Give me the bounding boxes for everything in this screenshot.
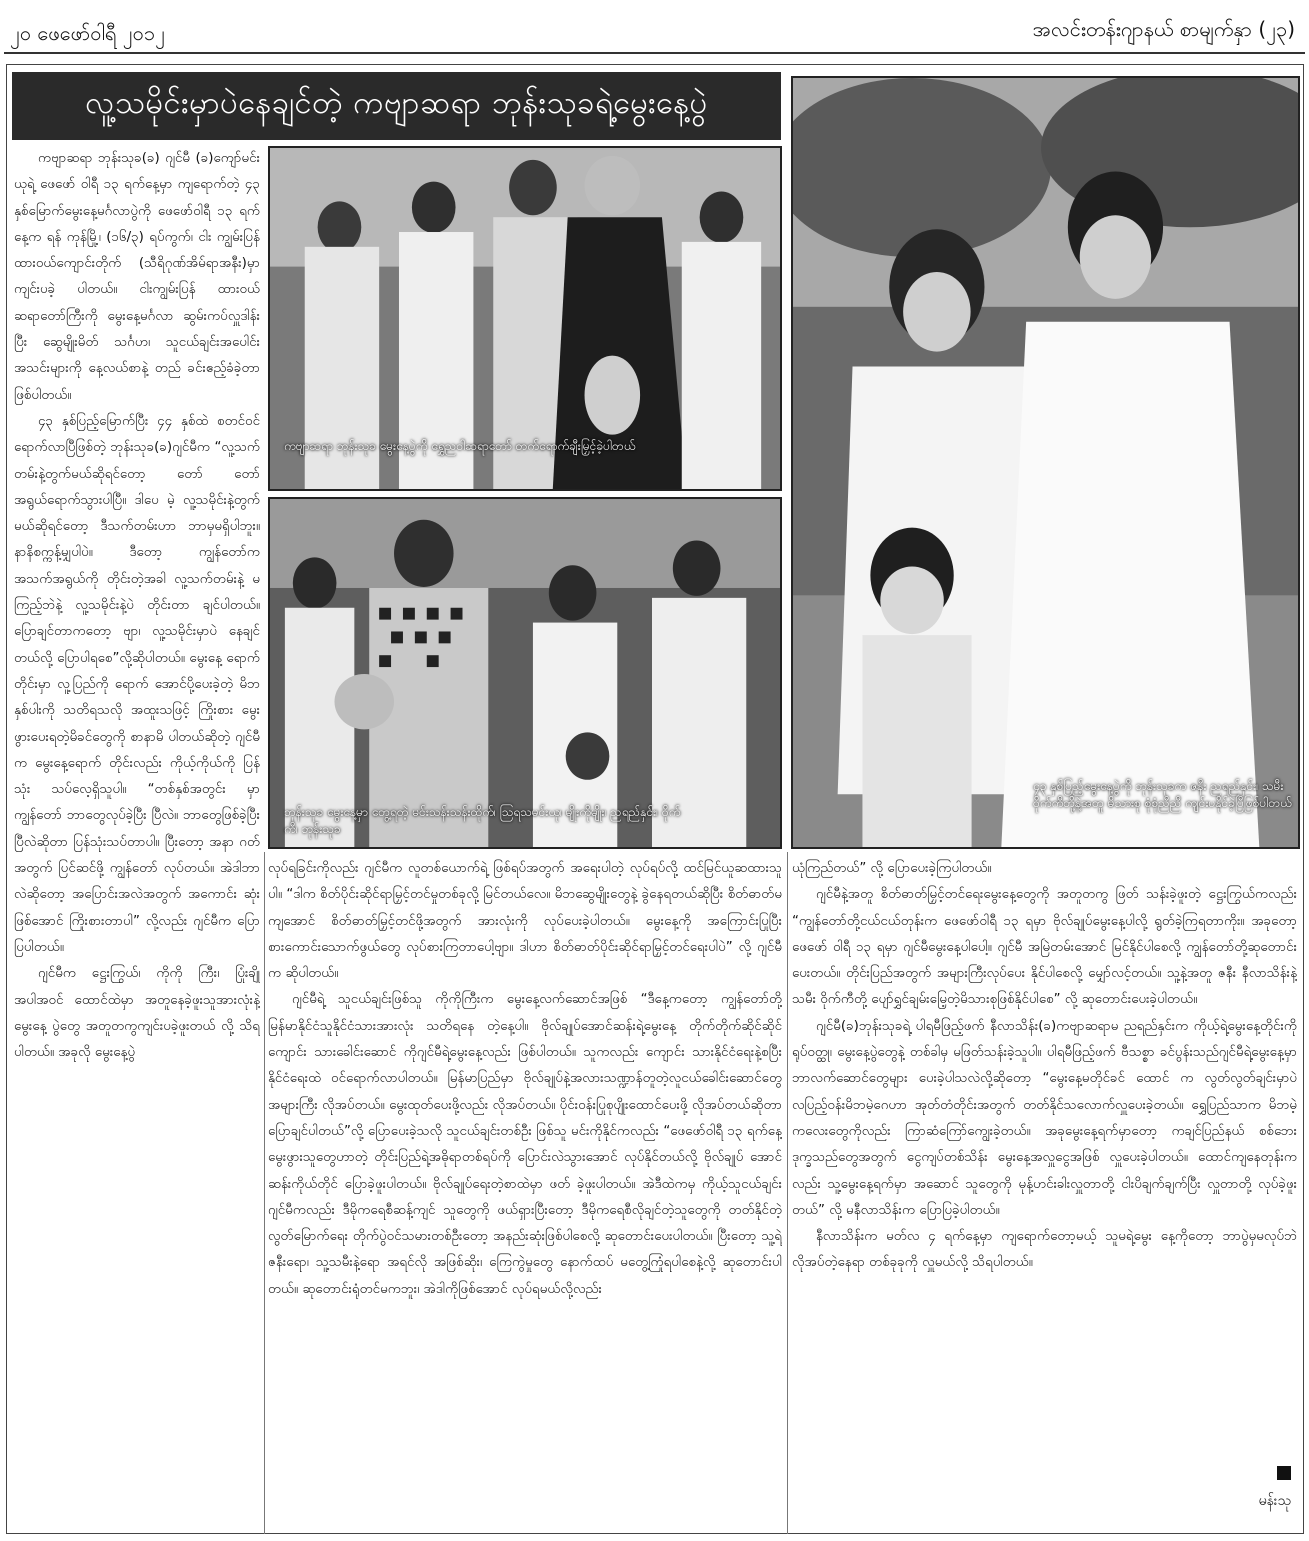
- article-paragraph: ၄၃ နှစ်ပြည့်မြောက်ပြီး ၄၄ နှစ်ထဲ စတင်ဝင်ရောက်လာပြီဖြစ်တဲ့ ဘုန်းသုခ(ခ)ဂျင်မီက “လူ့သက် တမ်းနဲ့တွက်မယ်ဆိုရင်တော့ တော် တော်အရွယ်ရောက်သွားပါပြီ။ ဒါပေ မဲ့ လူ့သမိုင်းနဲ့တွက်မယ်ဆိုရင်တော့ ဒီသက်တမ်းဟာ ဘာမှမရှိပါဘူး။ နာနိစက္ကန့်မျှပါပဲ။ ဒီတော့ ကျွန်တော်က အသက်အရွယ်ကို တိုင်းတဲ့အခါ လူ့သက်တမ်းနဲ့ မကြည့်ဘဲနဲ့ လူ့သမိုင်းနဲ့ပဲ တိုင်းတာ ချင်ပါတယ်။ ပြောချင်တာကတော့ ဗျာ၊ လူ့သမိုင်းမှာပဲ နေချင်တယ်လို့ ပြောပါရစေ”လို့ဆိုပါတယ်။ မွေးနေ့ ရောက်တိုင်းမှာ လူ့ပြည်ကို ရောက် အောင်ပို့ပေးခဲ့တဲ့ မိဘနှစ်ပါးကို သတိရသလို အထူးသဖြင့် ကြိုးစား မွေးဖွားပေးရတဲ့မိခင်တွေကို စာနာမိ ပါတယ်ဆိုတဲ့ ဂျင်မီက မွေးနေ့ရောက် တိုင်းလည်း ကိုယ့်ကိုယ်ကို ပြန်သုံး သပ်လေ့ရှိသူပါ။ “တစ်နှစ်အတွင်း မှာ ကျွန်တော် ဘာတွေလုပ်ခဲ့ပြီး ပြီလဲ။ ဘာတွေဖြစ်ခဲ့ပြီးပြီလဲဆိုတာ ပြန်သုံးသပ်တာပါ။ ပြီးတော့ အနာ ဂတ်အတွက် ပြင်ဆင်ဖို့ ကျွန်တော် လုပ်တယ်။ အဲဒါဘာလဲဆိုတော့ အပြောင်းအလဲအတွက် အကောင်း ဆုံးဖြစ်အောင် ကြိုးစားတာပါ” လို့လည်း ဂျင်မီက ပြောပြပါတယ်။: [14, 413, 260, 955]
- article-paragraph: လုပ်ရခြင်းကိုလည်း ဂျင်မီက လူတစ်ယောက်ရဲ့ ဖြစ်ရပ်အတွက် အရေးပါတဲ့ လုပ်ရပ်လို့ ထင်မြင်ယူဆထားသူပါ။ “ဒါက စိတ်ပိုင်းဆိုင်ရာမြှင့်တင်မှုတစ်ခုလို့ မြင်တယ်လေ။ မိဘဆွေမျိုးတွေနဲ့ ခွဲနေရတယ်ဆိုပြီး စိတ်ဓာတ်မကျအောင် စိတ်ဓာတ်မြှင့်တင်ဖို့အတွက် အားလုံးကို လုပ်ပေးခဲ့ပါတယ်။ မွေးနေ့ကို အကြောင်းပြုပြီး စားကောင်းသောက်ဖွယ်တွေ လုပ်စားကြတာပေါ့ဗျာ။ ဒါဟာ စိတ်ဓာတ်ပိုင်းဆိုင်ရာမြှင့်တင်ရေးပါပဲ” လို့ ဂျင်မီက ဆိုပါတယ်။: [268, 861, 782, 982]
- photo-family-caption: ၄၃ နှစ်ပြည့်မွေးနေ့ပွဲကို ဘုန်းသုခက ဇနီး ညရည်နှင်း၊ သမီး ဝိုက်ကီတို့နဲ့အတူ မိသားစု စုံစုံညီညီ ကျင်းပနိုင်ခဲ့ပြီဖြစ်ပါတယ်: [1033, 779, 1292, 810]
- article-byline: မန်းသု: [1258, 1493, 1291, 1509]
- article-paragraph: ကဗျာဆရာ ဘုန်းသုခ(ခ) ဂျင်မီ (ခ)ကျော်မင်းယုရဲ့ ဖေဖော် ဝါရီ ၁၃ ရက်နေ့မှာ ကျရောက်တဲ့ ၄၃ နှစ်မြောက်မွေးနေ့မင်္ဂလာပွဲကို ဖေဖော်ဝါရီ ၁၃ ရက်နေ့က ရန် ကုန်မြို့၊ (၁၆/၃) ရပ်ကွက်၊ ငါး ကျွမ်းပြန် ထားဝယ်ကျောင်းတိုက် (သီရိဂုဏ်အိမ်ရာအနီး)မှာ ကျင်းပခဲ့ ပါတယ်။ ငါးကျွမ်းပြန် ထားဝယ် ဆရာတော်ကြီးကို မွေးနေ့မင်္ဂလာ ဆွမ်းကပ်လှူဒါန်းပြီး ဆွေမျိုးမိတ် သင်္ဂဟ၊ သူငယ်ချင်းအပေါင်း အသင်းများကို နေ့လယ်စာနဲ့ တည် ခင်းဧည့်ခံခဲ့တာ ဖြစ်ပါတယ်။: [14, 151, 260, 403]
- header-date: ၂၀ ဖေဖော်ဝါရီ ၂၀၁၂: [10, 21, 165, 45]
- page-header: [0, 0, 1309, 62]
- photo-friends-group-image: [270, 499, 780, 847]
- article-paragraph: ဂျင်မီက ဋ္ဌေးကြွယ်၊ ကိုကို ကြီး၊ ပြုံးချိုအပါအဝင် ထောင်ထဲမှာ အတူနေခဲ့ဖူးသူအားလုံးနဲ့ မွေးနေ့ ပွဲတွေ အတူတကွကျင်းပခဲ့ဖူးတယ် လို့ သိရပါတယ်။ အခုလို မွေးနေ့ပွဲ: [14, 966, 260, 1061]
- article-end-mark: [1277, 1466, 1291, 1480]
- column-divider: [264, 852, 265, 1534]
- article-paragraph: ဂျင်မီ(ခ)ဘုန်းသုခရဲ့ ပါရမီဖြည့်ဖက် နီလာသိန်း(ခ)ကဗျာဆရာမ ညရည်နှင်းက ကိုယ့်ရဲ့မွေးနေ့တိုင်းကို ရုပ်ဝတ္ထု၊ မွေးနေ့ပွဲတွေနဲ့ တစ်ခါမှ မဖြတ်သန်းခဲ့သူပါ။ ပါရမီဖြည့်ဖက် ဗီသစ္စာ ခင်ပွန်းသည်ဂျင်မီရဲ့မွေးနေ့မှာ ဘာလက်ဆောင်တွေများ ပေးခဲ့ပါသလဲလို့ဆိုတော့ “မွေးနေ့မတိုင်ခင် ထောင် က လွတ်လွတ်ချင်းမှာပဲ လပြည့်ဝန်းမိဘမဲ့ဂေဟာ အုတ်တံတိုင်းအတွက် တတ်နိုင်သလောက်လှူပေးခဲ့တယ်။ ရွှေပြည်သာက မိဘမဲ့ကလေးတွေကိုလည်း ကြာဆံကြော်ကျွေးခဲ့တယ်။ အခုမွေးနေ့ရက်မှာတော့ ကချင်ပြည်နယ် စစ်ဘေးဒုက္ခသည်တွေအတွက် ငွေကျပ်တစ်သိန်း မွေးနေ့အလှူငွေအဖြစ် လှူပေးခဲ့ပါတယ်။ ထောင်ကျနေတုန်းကလည်း သူ့မွေးနေ့ရက်မှာ အဆောင် သူတွေကို မုန့်ဟင်းခါးလှူတာတို့ ငါးပိချက်ချက်ပြီး လှူတာတို့ လုပ်ခဲ့ဖူး တယ်” လို့ မနီလာသိန်းက ပြောပြခဲ့ပါတယ်။: [792, 1018, 1297, 1218]
- article-paragraph: ဂျင်မီရဲ့ သူငယ်ချင်းဖြစ်သူ ကိုကိုကြီးက မွေးနေ့လက်ဆောင်အဖြစ် “ဒီနေ့ကတော့ ကျွန်တော်တို့ မြန်မာနိုင်ငံသူနိုင်ငံသားအားလုံး သတိရနေ တဲ့နေ့ပါ။ ဗိုလ်ချုပ်အောင်ဆန်းရဲ့မွေးနေ့ တိုက်တိုက်ဆိုင်ဆိုင် ကျောင်း သားခေါင်းဆောင် ကိုဂျင်မီရဲ့မွေးနေ့လည်း ဖြစ်ပါတယ်။ သူကလည်း ကျောင်း သားနိုင်ငံရေးနဲ့စပြီး နိုင်ငံရေးထဲ ဝင်ရောက်လာပါတယ်။ မြန်မာပြည်မှာ ဗိုလ်ချုပ်နဲ့အလားသဏ္ဍာန်တူတဲ့လူငယ်ခေါင်းဆောင်တွေ အများကြီး လိုအပ်တယ်။ မွေးထုတ်ပေးဖို့လည်း လိုအပ်တယ်။ ပိုင်းဝန်းပြုစုပျိုးထောင်ပေးဖို့ လိုအပ်တယ်ဆိုတာ ပြောချင်ပါတယ်”လို့ ပြောပေးခဲ့သလို သူငယ်ချင်းတစ်ဦး ဖြစ်သူ မင်းကိုနိုင်ကလည်း “ဖေဖော်ဝါရီ ၁၃ ရက်နေ့ မွေးဖွားသူတွေဟာတဲ့ တိုင်းပြည်ရဲ့အဓိုရာတစ်ရပ်ကို ပြောင်းလဲသွားအောင် လုပ်နိုင်တယ်လို့ ဗိုလ်ချုပ် အောင်ဆန်းကိုယ်တိုင် ပြောခဲ့ဖူးပါတယ်။ ဗိုလ်ချုပ်ရေးတဲ့စာထဲမှာ ဖတ် ခဲ့ဖူးပါတယ်။ အဲဒီထဲကမှ ကိုယ့်သူငယ်ချင်းဂျင်မီကလည်း ဒီမိုကရေစီဆန့်ကျင် သူတွေကို ဖယ်ရှားပြီးတော့ ဒီမိုကရေစီလိုချင်တဲ့သူတွေကို တတ်နိုင်တဲ့ လွတ်မြောက်ရေး တိုက်ပွဲဝင်သမားတစ်ဦးတော့ အနည်းဆုံးဖြစ်ပါစေလို့ ဆုတောင်းပေးပါတယ်။ ပြီးတော့ သူ့ရဲ့ဇနီးရော၊ သူ့သမီးနဲ့ရော အရင်လို အဖြစ်ဆိုး၊ ကြေကွဲမှုတွေ နောက်ထပ် မတွေ့ကြုံရပါစေနဲ့လို့ ဆုတောင်းပါ တယ်။ ဆုတောင်းရုံတင်မကဘူး၊ အဲဒါကိုဖြစ်အောင် လုပ်ရမယ်လို့လည်း: [268, 992, 782, 1297]
- article-paragraph: ဂျင်မီနဲ့အတူ စိတ်ဓာတ်မြှင့်တင်ရေးမွေးနေ့တွေကို အတူတကွ ဖြတ် သန်းခဲ့ဖူးတဲ့ ဋ္ဌေးကြွယ်ကလည်း “ကျွန်တော်တို့ငယ်ငယ်တုန်းက ဖေဖော်ဝါရီ ၁၃ ရမှာ ဗိုလ်ချုပ်မွေးနေ့ပါလို့ ရွတ်ခဲ့ကြရတာကိုး။ အခုတော့ ဖေဖော် ဝါရီ ၁၃ ရမှာ ဂျင်မီမွေးနေ့ပါပေါ့။ ဂျင်မီ အမြဲတမ်းအောင် မြင်နိုင်ပါစေလို့ ကျွန်တော်တို့ဆုတောင်းပေးတယ်။ တိုင်းပြည်အတွက် အများကြီးလုပ်ပေး နိုင်ပါစေလို့ မျှော်လင့်တယ်။ သူ့နဲ့အတူ ဇနီး နီလာသိန်းနဲ့သမီး ဝိုက်ကီတို့ ပျော်ရွှင်ချမ်းမြေ့တဲ့မိသားစုဖြစ်နိုင်ပါစေ” လို့ ဆုတောင်းပေးခဲ့ပါတယ်။: [792, 887, 1297, 1008]
- header-rule: [4, 52, 1305, 54]
- article-column-2: [268, 856, 782, 1536]
- article-paragraph: ယုံကြည်တယ်” လို့ ပြောပေးခဲ့ကြပါတယ်။: [792, 861, 992, 876]
- photo-family-image: [793, 78, 1298, 847]
- header-publication: အလင်းတန်းဂျာနယ် စာမျက်နှာ (၂၃): [1032, 17, 1295, 41]
- column-divider: [787, 852, 788, 1534]
- article-column-3: [792, 856, 1297, 1468]
- article-paragraph: နီလာသိန်းက မတ်လ ၄ ရက်နေ့မှာ ကျရောက်တော့မယ့် သူမရဲ့မွေး နေ့ကိုတော့ ဘာပွဲမှမလုပ်ဘဲ လိုအပ်တဲ့နေရာ တစ်ခုခုကို လှူမယ်လို့ သိရပါတယ်။: [792, 1229, 1297, 1271]
- photo-monk-visit-caption: ကဗျာဆရာ ဘုန်းသုခ မွေးနေ့ပွဲကို ရွှေညဝါဆရာတော် တက်ရောက်ချီးမြှင့်ခဲ့ပါတယ်: [284, 439, 636, 453]
- photo-family: [791, 76, 1300, 849]
- article-column-1: [14, 146, 260, 1536]
- photo-friends-group: [268, 497, 782, 849]
- photo-friends-group-caption: ဘုန်းသုခ မွေးနေ့မှာ တွေ့ရတဲ့ မင်းသန်းသန်းထိုက်၊ သြရသမင်းယု၊ မျိုးကိုမျိုး၊ ညရည်နှင်း၊ ဝိုက်ကီ၊ ဘုန်းသုခ: [284, 805, 681, 836]
- article-headline: လူ့သမိုင်းမှာပဲနေချင်တဲ့ ကဗျာဆရာ ဘုန်းသုခရဲ့မွေးနေ့ပွဲ: [12, 72, 781, 140]
- photo-monk-visit: [268, 146, 782, 491]
